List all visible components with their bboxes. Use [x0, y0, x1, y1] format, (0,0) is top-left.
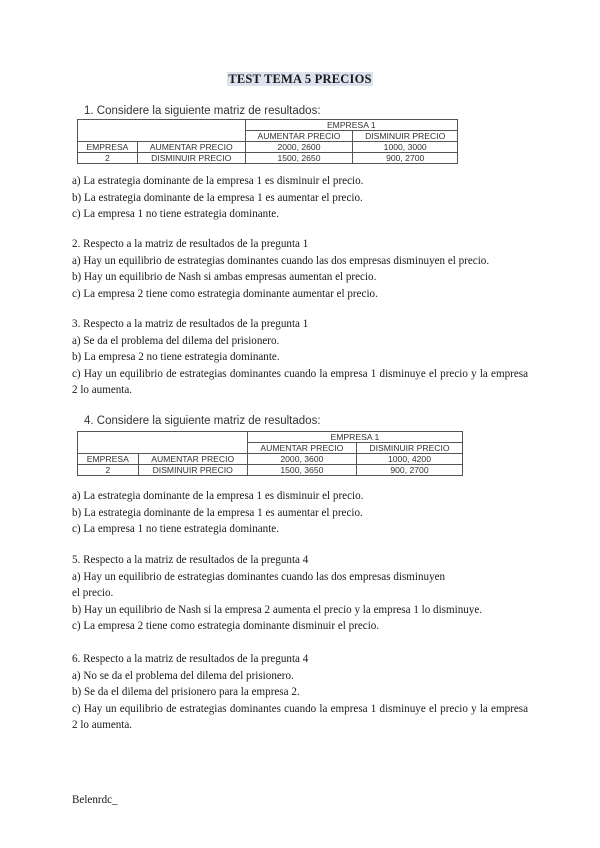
matrix4-heading: 4. Considere la siguiente matriz de resultados: [84, 415, 321, 427]
question-4-options [72, 488, 363, 538]
page-title: TEST TEMA 5 PRECIOS [228, 72, 372, 86]
option: c) Hay un equilibrio de estrategias dominantes cuando la empresa 1 disminuye el precio y la empresa 2 lo aumenta. [72, 702, 528, 731]
payoff-cell: 2000, 3600 [247, 454, 356, 465]
question-stem: 3. Respecto a la matriz de resultados de la pregunta 1 [72, 318, 309, 330]
option: a) No se da el problema del dilema del prisionero. [72, 669, 294, 682]
question-2 [72, 236, 489, 302]
matrix1-table [77, 119, 458, 164]
option: c) Hay un equilibrio de estrategias dominantes cuando la empresa 1 disminuye el precio y la empresa 2 lo aumenta. [72, 367, 528, 396]
payoff-cell: 900, 2700 [353, 153, 458, 164]
row-header: AUMENTAR PRECIO [138, 454, 247, 465]
option: c) La empresa 2 tiene como estrategia dominante aumentar el precio. [72, 287, 378, 300]
question-5 [72, 552, 482, 635]
matrix1-heading: 1. Considere la siguiente matriz de resultados: [84, 105, 321, 117]
row-header: DISMINUIR PRECIO [138, 465, 247, 476]
option: c) La empresa 1 no tiene estrategia dominante. [72, 208, 279, 220]
option: b) Hay un equilibrio de Nash si ambas empresas aumentan el precio. [72, 271, 377, 283]
payoff-cell: 2000, 2600 [245, 142, 353, 153]
option: a) La estrategia dominante de la empresa 1 es disminuir el precio. [72, 175, 364, 187]
option: a) Hay un equilibrio de estrategias dominantes cuando las dos empresas disminuyen el precio. [72, 254, 490, 267]
row-group-header: EMPRESA [78, 454, 139, 465]
question-stem: 6. Respecto a la matriz de resultados de la pregunta 4 [72, 653, 309, 665]
matrix-corner [78, 432, 248, 454]
option: c) La empresa 1 no tiene estrategia dominante. [72, 523, 279, 535]
option: b) La estrategia dominante de la empresa 1 es aumentar el precio. [72, 506, 363, 519]
row-group-header: 2 [78, 153, 138, 164]
payoff-cell: 900, 2700 [356, 465, 462, 476]
question-stem: 2. Respecto a la matriz de resultados de la pregunta 1 [72, 238, 309, 250]
payoff-cell: 1000, 4200 [356, 454, 462, 465]
col-header: AUMENTAR PRECIO [247, 443, 356, 454]
question-1-options [72, 173, 363, 223]
question-stem: 5. Respecto a la matriz de resultados de la pregunta 4 [72, 554, 309, 566]
question-6 [72, 651, 528, 734]
row-group-header: EMPRESA [78, 142, 138, 153]
matrix-corner [78, 120, 246, 142]
row-header: DISMINUIR PRECIO [137, 153, 245, 164]
col-header: AUMENTAR PRECIO [245, 131, 353, 142]
col-header: DISMINUIR PRECIO [353, 131, 458, 142]
option: b) La estrategia dominante de la empresa 1 es aumentar el precio. [72, 191, 363, 204]
payoff-cell: 1500, 3650 [247, 465, 356, 476]
option: c) La empresa 2 tiene como estrategia dominante disminuir el precio. [72, 620, 380, 632]
option: a) La estrategia dominante de la empresa 1 es disminuir el precio. [72, 490, 364, 502]
col-header: DISMINUIR PRECIO [356, 443, 462, 454]
row-group-header: 2 [78, 465, 139, 476]
option: a) Hay un equilibrio de estrategias dominantes cuando las dos empresas disminuyen [72, 570, 446, 583]
col-group-header: EMPRESA 1 [245, 120, 457, 131]
option-continuation: el precio. [72, 587, 114, 599]
option: b) Hay un equilibrio de Nash si la empresa 2 aumenta el precio y la empresa 1 lo disminuye. [72, 603, 483, 616]
col-group-header: EMPRESA 1 [247, 432, 462, 443]
author-signature: Belenrdc_ [72, 794, 118, 806]
payoff-cell: 1000, 3000 [353, 142, 458, 153]
question-3 [72, 316, 528, 399]
payoff-cell: 1500, 2650 [245, 153, 353, 164]
matrix4-table [77, 431, 463, 476]
row-header: AUMENTAR PRECIO [137, 142, 245, 153]
option: b) La empresa 2 no tiene estrategia dominante. [72, 351, 280, 363]
option: b) Se da el dilema del prisionero para la empresa 2. [72, 686, 300, 698]
option: a) Se da el problema del dilema del prisionero. [72, 334, 280, 347]
